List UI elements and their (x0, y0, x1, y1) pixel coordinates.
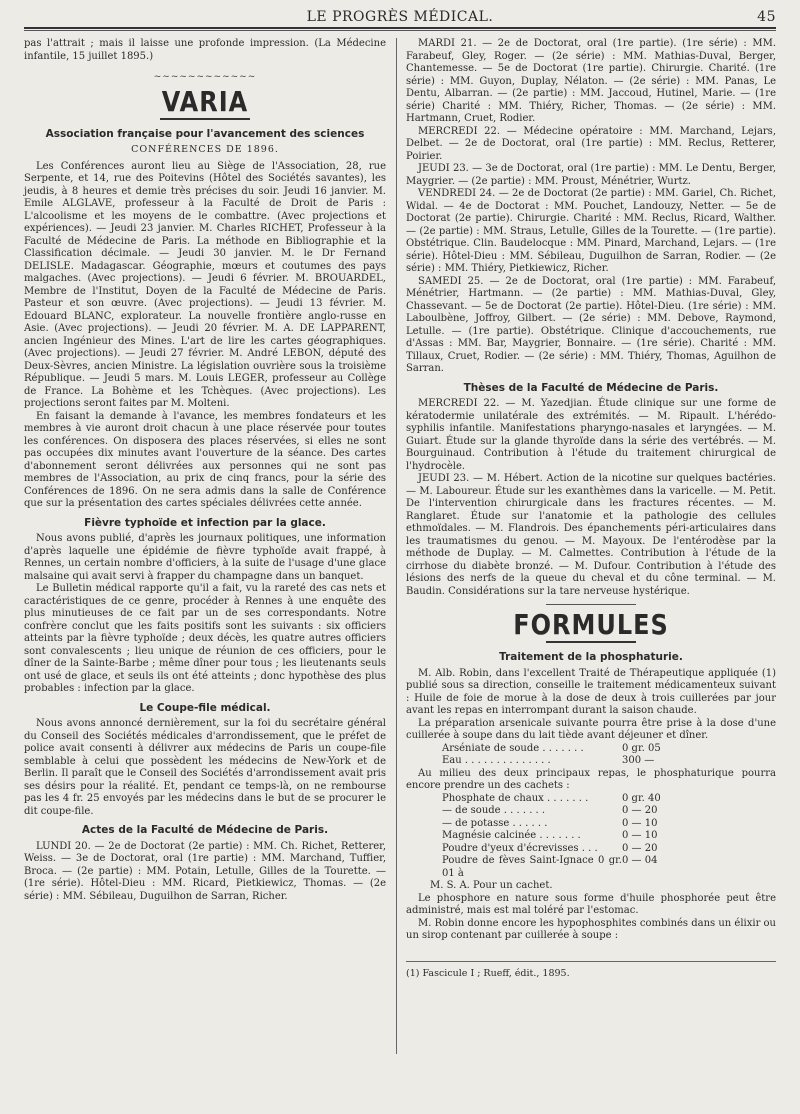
fievre-paragraph-1: Nous avons publié, d'après les journaux politiques, une information d'après laquelle une épidémie de fièvre typhoïde avait frappé, à Rennes, un certain nombre d'officiers, à la suite de l'usage d'une glace malsaine qui avait servi à frapper du champagne dans un banquet. (24, 533, 386, 582)
formula-row (406, 793, 776, 806)
title-rule (546, 641, 636, 643)
ingredient-name: Magnésie calcinée . . . . . . . (442, 830, 581, 841)
arsenic-paragraph: La préparation arsenicale suivante pourra être prise à la dose d'une cuillerée à soupe dans du lait tiède avant déjeuner et dîner. (406, 717, 776, 741)
formula-row (406, 805, 776, 818)
formula-row (406, 843, 776, 856)
phosphore-paragraph: Le phosphore en nature sous forme d'huile phosphorée peut être administré, mais est mal toléré par l'estomac. (406, 892, 776, 916)
ingredient-quantity: 0 — 20 (622, 805, 658, 816)
formula-row (406, 755, 776, 768)
cachets-paragraph: Au milieu des deux principaux repas, le phosphaturique pourra encore prendre un des cachets : (406, 767, 776, 791)
page-number: 45 (757, 9, 776, 25)
coupe-file-title: Le Coupe-file médical. (139, 701, 271, 714)
left-column (24, 38, 386, 903)
header-rule (24, 27, 776, 29)
fievre-title: Fièvre typhoïde et infection par la glace. (84, 516, 326, 529)
formula-note: M. S. A. Pour un cachet. (430, 880, 553, 891)
footnote: (1) Fascicule I ; Rueff, édit., 1895. (406, 967, 570, 979)
association-title: Association française pour l'avancement des sciences (45, 127, 365, 140)
reservation-paragraph: En faisant la demande à l'avance, les membres fondateurs et les membres à vie auront droit chacun à une place réservée pour toutes les conférences. On disposera des places réservées, si elles ne sont pas occupées dix minutes avant l'ouverture de la séance. Des cartes d'abonnement seront délivrées aux personnes qui ne sont pas membres de l'Association, au prix de cinq francs, pour la série des Conférences de 1896. On ne sera admis dans la salle de Conférence que sur la présentation des cartes spéciales délivrées cette année. (24, 410, 386, 509)
varia-title: VARIA (161, 85, 249, 118)
actes-title: Actes de la Faculté de Médecine de Paris. (81, 824, 329, 836)
ingredient-name: Poudre de fèves Saint-Ignace 0 gr. 01 à (442, 855, 622, 879)
conferences-paragraph: Les Conférences auront lieu au Siège de l'Association, 28, rue Serpente, et 14, rue des Poitevins (Hôtel des Sociétés savantes), les jeudis, à 8 heures et demie très précises du soir. Jeudi 16 janvier. M. Emile ALGLAVE, professeur à la Faculté de Droit de Paris : L'alcoolisme et les moyens de le combattre. (Avec projections et expériences). — Jeudi 23 janvier. M. Charles RICHET, Professeur à la Faculté de Médecine de Paris. La méthode en Bibliographie et la Classification décimale. — Jeudi 30 janvier. M. le Dr Fernand DELISLE. Madagascar. Géographie, mœurs et coutumes des pays malgaches. (Avec projections). — Jeudi 6 février. M. BROUARDEL, Membre de l'Institut, Doyen de la Faculté de Médecine de Paris. Pasteur et son œuvre. (Avec projections). — Jeudi 13 février. M. Edouard BLANC, explorateur. La nouvelle frontière anglo-russe en Asie. (Avec projections). — Jeudi 20 février. M. A. DE LAPPARENT, ancien Ingénieur des Mines. L'art de lire les cartes géographiques. (Avec projections). — Jeudi 27 février. M. André LEBON, député des Deux-Sèvres, ancien Ministre. La législation ouvrière sous la troisième République. — Jeudi 5 mars. M. Louis LEGER, professeur au Collège de France. La Bohème et les Tchèques. (Avec projections). Les projections seront faites par M. Molteni. (24, 160, 386, 409)
intro-paragraph: pas l'attrait ; mais il laisse une profonde impression. (La Médecine infantile, 15 juillet 1895.) (24, 38, 386, 62)
running-header (24, 6, 776, 28)
formules-title: FORMULES (513, 608, 669, 642)
theses-wednesday: MERCREDI 22. — M. Yazedjian. Étude clinique sur une forme de kératodermie unilatérale des extrémités. — M. Ripault. L'hérédo-syphilis infantile. Manifestations pharyngo-nasales et laryngées. — M. Guiart. Étude sur la glande thyroïde dans la série des vertébrés. — M. Bourguinaud. Contribution à l'étude du traitement chirurgical de l'hydrocèle. (406, 398, 776, 472)
conferences-subtitle: CONFÉRENCES DE 1896. (131, 144, 279, 155)
coupe-file-paragraph: Nous avons annoncé dernièrement, sur la foi du secrétaire général du Conseil des Sociétés médicales d'arrondissement, que le préfet de police avait consenti à délivrer aux médecins de Paris un coupe-file semblable à celui que possèdent les médecins de New-York et de Berlin. Il paraît que le Conseil des Sociétés d'arrondissement avait pris ses désirs pour la réalité. Et, pendant ce temps-là, on ne rembourse pas les 4 fr. 25 envoyés par les médecins dans le but de se procurer le dit coupe-file. (24, 718, 386, 817)
theses-title: Thèses de la Faculté de Médecine de Paris. (463, 381, 719, 394)
formula-row (406, 830, 776, 843)
ingredient-name: — de potasse . . . . . . (442, 817, 548, 829)
ingredient-quantity: 300 — (622, 755, 655, 766)
section-rule (546, 604, 636, 605)
robin-paragraph: M. Alb. Robin, dans l'excellent Traité de Thérapeutique appliquée (1) publié sous sa direction, conseille le traitement médicamenteux suivant : Huile de foie de morue à la dose de deux à trois cuillerées par jour avant les repas en interrompant durant la saison chaude. (406, 667, 776, 716)
actes-saturday: SAMEDI 25. — 2e de Doctorat, oral (1re partie) : MM. Farabeuf, Ménétrier, Hartmann. — (2e partie) : MM. Mathias-Duval, Gley, Chassevant. — 5e de Doctorat (2e partie). Hôtel-Dieu. (1re série) : MM. Laboulbène, Joffroy, Gilbert. — (2e série) : MM. Debove, Raymond, Letulle. — (1re partie). Obstétrique. Clinique d'accouchements, rue d'Assas : MM. Bar, Maygrier, Bonnaire. — (1re série). Charité : MM. Tillaux, Cruet, Rodier. — (2e série) : MM. Thiéry, Thomas, Aguilhon de Sarran. (406, 275, 776, 374)
right-column (406, 38, 776, 980)
ingredient-quantity: 0 — 10 (622, 817, 658, 829)
hypophosphites-paragraph: M. Robin donne encore les hypophosphites combinés dans un élixir ou un sirop contenant par cuillerée à soupe : (406, 917, 776, 941)
actes-wednesday: MERCREDI 22. — Médecine opératoire : MM. Marchand, Lejars, Delbet. — 2e de Doctorat, oral (1re partie) : MM. Reclus, Retterer, Poirier. (406, 125, 776, 162)
ingredient-name: — de soude . . . . . . . (442, 805, 546, 816)
column-divider (396, 38, 397, 1054)
formula-arsenic (406, 743, 776, 768)
footnote-rule (406, 961, 776, 962)
formula-row (406, 743, 776, 756)
formula-row (406, 818, 776, 831)
fievre-paragraph-2: Le Bulletin médical rapporte qu'il a fait, vu la rareté des cas nets et caractéristiques de ce genre, procéder à Rennes à une enquête des plus minutieuses de ce fait par un de ses correspondants. Notre confrère conclut que les faits positifs sont les suivants : six officiers atteints par la fièvre typhoïde ; deux décès, les quatre autres officiers sont convalescents ; lieu unique de réunion de ces officiers, pour le dîner de la Sainte-Barbe ; même dîner pour tous ; les lieutenants seuls ont usé de glace, et seuls ils ont été atteints ; donc hypothèse des plus probables : infection par la glace. (24, 583, 386, 694)
actes-monday: LUNDI 20. — 2e de Doctorat (2e partie) : MM. Ch. Richet, Retterer, Weiss. — 3e de Doctorat, oral (1re partie) : MM. Marchand, Tuffier, Broca. — (2e partie) : MM. Potain, Letulle, Gilles de la Tourette. — (1re série). Hôtel-Dieu : MM. Ricard, Pietkiewicz, Thomas. — (2e série) : MM. Sébileau, Duguilhon de Sarran, Richer. (24, 840, 386, 902)
formula-row (406, 855, 776, 880)
ingredient-name: Poudre d'yeux d'écrevisses . . . (442, 842, 598, 854)
actes-thursday: JEUDI 23. — 3e de Doctorat, oral (1re partie) : MM. Le Dentu, Berger, Maygrier. — (2e partie) : MM. Proust, Ménétrier, Wurtz. (406, 163, 776, 187)
phosphaturie-title: Traitement de la phosphaturie. (499, 651, 683, 663)
ornament-divider: ~~~~~~~~~~~~ (153, 72, 257, 82)
ingredient-quantity: 0 gr. 40 (622, 792, 661, 804)
ingredient-quantity: 0 gr. 05 (622, 742, 661, 754)
ingredient-name: Arséniate de soude . . . . . . . (442, 742, 584, 754)
journal-title: LE PROGRÈS MÉDICAL. (306, 9, 494, 25)
ingredient-name: Phosphate de chaux . . . . . . . (442, 792, 589, 804)
actes-tuesday: MARDI 21. — 2e de Doctorat, oral (1re partie). (1re série) : MM. Farabeuf, Gley, Roger. — (2e série) : MM. Mathias-Duval, Berger, Chantemesse. — 5e de Doctorat (1re partie). Chirurgie. Charité. (1re série) : MM. Guyon, Duplay, Nélaton. — (2e série) : MM. Panas, Le Dentu, Albarran. — (2e partie) : MM. Jaccoud, Hutinel, Marie. — (1re série) Charité : MM. Thiéry, Richer, Thomas. — (2e série) : MM. Hartmann, Cruet, Rodier. (406, 38, 776, 124)
header-rule-thin (24, 30, 776, 31)
ingredient-quantity: 0 — 20 (622, 842, 658, 854)
ingredient-quantity: 0 — 04 (622, 855, 658, 866)
theses-thursday: JEUDI 23. — M. Hébert. Action de la nicotine sur quelques bactéries. — M. Laboureur. Étude sur les exanthèmes dans la varicelle. — M. Petit. De l'intervention chirurgicale dans les fractures récentes. — M. Ranglaret. Étude sur l'anatomie et la pathologie des cellules ethmoïdales. — M. Flandrois. Des épanchements péri-articulaires dans les traumatismes du genou. — M. Mayoux. De l'entérodèse par la méthode de Duplay. — M. Calmettes. Contribution à l'étude de la cirrhose du diabète bronzé. — M. Dufour. Contribution à l'étude des lésions des nerfs de la queue du cheval et du cône terminal. — M. Baudin. Considérations sur la tare nerveuse hystérique. (406, 473, 776, 597)
ingredient-quantity: 0 — 10 (622, 830, 658, 841)
actes-friday: VENDREDI 24. — 2e de Doctorat (2e partie) : MM. Gariel, Ch. Richet, Widal. — 4e de Doctorat : MM. Pouchet, Landouzy, Netter. — 5e de Doctorat (2e partie). Chirurgie. Charité : MM. Reclus, Ricard, Walther. — (2e partie) : MM. Straus, Letulle, Gilles de la Tourette. — (1re partie). Obstétrique. Clin. Baudelocque : MM. Pinard, Marchand, Lejars. — (1re série). Hôtel-Dieu : MM. Sébileau, Duguilhon de Sarran, Rodier. — (2e série) : MM. Thiéry, Pietkiewicz, Richer. (406, 188, 776, 274)
formula-cachets (406, 793, 776, 881)
ingredient-name: Eau . . . . . . . . . . . . . . (442, 755, 551, 766)
